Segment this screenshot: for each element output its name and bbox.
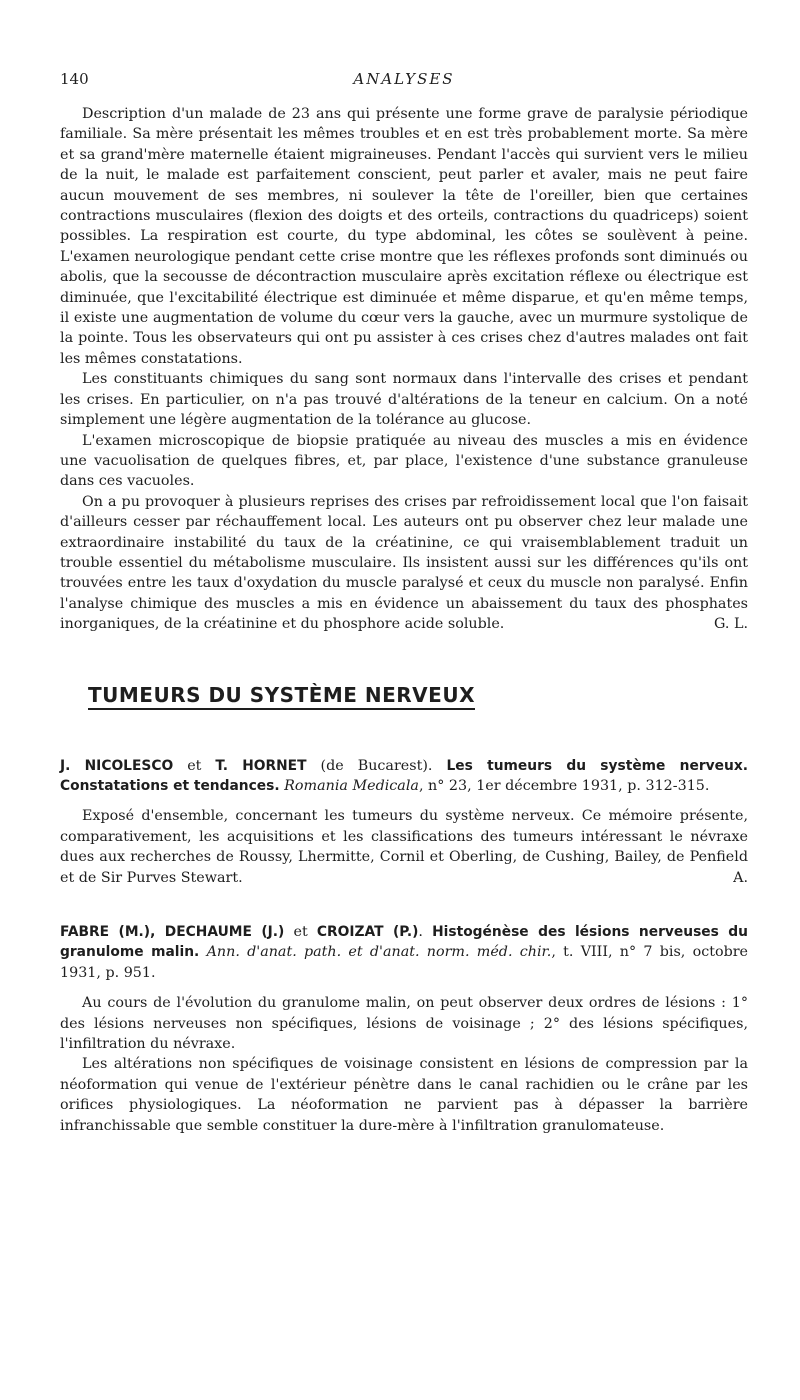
review-entry bbox=[60, 922, 748, 1136]
body-paragraph bbox=[60, 806, 748, 888]
affiliation: . bbox=[418, 924, 433, 940]
author-name: T. HORNET bbox=[215, 757, 307, 774]
author-joiner: et bbox=[284, 924, 317, 940]
bibliographic-reference bbox=[60, 756, 748, 797]
review-entry bbox=[60, 756, 748, 888]
running-title: ANALYSES bbox=[353, 70, 455, 88]
journal-name: Romania Medicala bbox=[284, 777, 419, 794]
author-name: FABRE (M.), DECHAUME (J.) bbox=[60, 924, 285, 940]
paragraph-text: Exposé d'ensemble, concernant les tumeurs du système nerveux. Ce mémoire présente, comparativement, les acquisitions et les classifications des tumeurs intéressant le névraxe dues aux recherches de Roussy, Lhermitte, Cornil et Oberling, de Cushing, Bailey, de Penfield et de Sir Purves Stewart. bbox=[60, 808, 748, 886]
author-signature: G. L. bbox=[713, 616, 748, 633]
body-paragraph: Les altérations non spécifiques de voisinage consistent en lésions de compression par la néoformation qui venue de l'extérieur pénètre dans le canal rachidien ou le crâne par les orifices physiologiques. La néoformation ne parvient pas à dépasser la barrière infranchissable que semble constituer la dure-mère à l'infiltration granulomateuse. bbox=[60, 1056, 748, 1134]
publication-details: , t. VIII, n° 7 bis, octobre 1931, p. 951. bbox=[60, 944, 749, 981]
publication-details: , n° 23, 1er décembre 1931, p. 312-315. bbox=[418, 777, 710, 794]
work-title: Les tumeurs du système nerveux. Constatations et tendances. bbox=[60, 757, 748, 794]
journal-name: Ann. d'anat. path. et d'anat. norm. méd. chir. bbox=[206, 944, 552, 961]
body-paragraph: Les constituants chimiques du sang sont normaux dans l'intervalle des crises et pendant les crises. En particulier, on n'a pas trouvé d'altérations de la teneur en calcium. On a noté simplement une légère augmentation de la tolérance au glucose. bbox=[60, 371, 748, 429]
affiliation: (de Bucarest). bbox=[306, 757, 447, 774]
work-title: Histogénèse des lésions nerveuses du granulome malin. bbox=[60, 924, 748, 961]
article-body bbox=[60, 104, 748, 1136]
author-signature: A. bbox=[733, 869, 748, 886]
author-name: J. NICOLESCO bbox=[60, 757, 174, 774]
section-title: TUMEURS DU SYSTÈME NERVEUX bbox=[88, 683, 475, 710]
body-paragraph bbox=[60, 492, 748, 635]
body-paragraph: Description d'un malade de 23 ans qui présente une forme grave de paralysie périodique familiale. Sa mère présentait les mêmes troubles et en est très probablement morte. Sa mère et sa grand'mère maternelle étaient migraineuses. Pendant l'accès qui survient vers le milieu de la nuit, le malade est parfaitement conscient, peut parler et avaler, mais ne peut faire aucun mouvement de ses membres, ni soulever la tête de l'oreiller, bien que certaines contractions musculaires (flexion des doigts et des orteils, contractions du quadriceps) soient possibles. La respiration est courte, du type abdominal, les côtes se soulèvent à peine. L'examen neurologique pendant cette crise montre que les réflexes profonds sont diminués ou abolis, que la secousse de décontraction musculaire après excitation réflexe ou électrique est diminuée, que l'excitabilité électrique est diminuée et même disparue, et qu'en même temps, il existe une augmentation de volume du cœur vers la gauche, avec un murmure systolique de la pointe. Tous les observateurs qui ont pu assister à ces crises chez d'autres malades ont fait les mêmes constatations. bbox=[60, 106, 748, 367]
author-joiner: et bbox=[173, 757, 216, 774]
body-paragraph: Au cours de l'évolution du granulome malin, on peut observer deux ordres de lésions : 1° des lésions nerveuses non spécifiques, lésions de voisinage ; 2° des lésions spécifiques, l'infiltration du névraxe. bbox=[60, 995, 748, 1053]
page-number: 140 bbox=[60, 70, 89, 88]
section-heading-wrap bbox=[60, 635, 748, 736]
bibliographic-reference bbox=[60, 922, 748, 983]
paragraph-text: On a pu provoquer à plusieurs reprises des crises par refroidissement local que l'on faisait d'ailleurs cesser par réchauffement local. Les auteurs ont pu observer chez leur malade une extraordinaire instabilité du taux de la créatinine, ce qui vraisemblablement traduit un trouble essentiel du métabolisme musculaire. Ils insistent aussi sur les différences qu'ils ont trouvées entre les taux d'oxydation du muscle paralysé et ceux du muscle non paralysé. Enfin l'analyse chimique des muscles a mis en évidence un abaissement du taux des phosphates inorganiques, de la créatinine et du phosphore acide soluble. bbox=[60, 493, 748, 633]
page-header bbox=[60, 70, 748, 96]
author-name: CROIZAT (P.) bbox=[316, 924, 419, 940]
body-paragraph: L'examen microscopique de biopsie pratiquée au niveau des muscles a mis en évidence une vacuolisation de quelques fibres, et, par place, l'existence d'une substance granuleuse dans ces vacuoles. bbox=[60, 432, 748, 490]
